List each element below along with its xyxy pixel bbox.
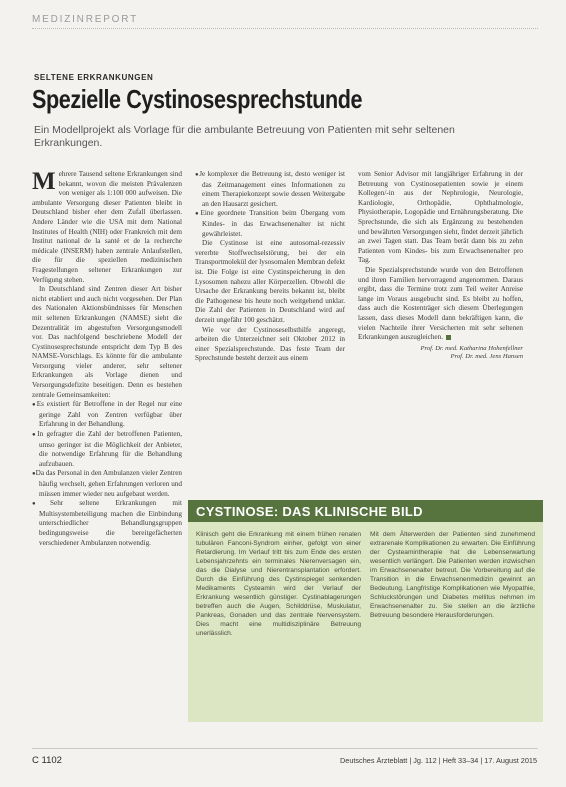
paragraph: Die Cystinose ist eine autosomal-rezessiv vererbte Stoffwechselstörung, bei der ein Transportmolekül der lysosomalen Membran defekt ist. Die Folge ist eine Cystinspeicherung in den Lysosomen nahezu aller Körperzellen. Obwohl die Ursache der Erkrankung bereits bekannt ist, bleibt die Pathogenese bis heute noch weitgehend unklar. Die Zahl der Patienten in Deutschland wird auf derzeit ungefähr 100 geschätzt. [195, 239, 345, 324]
text-column-2 [195, 170, 345, 364]
drop-cap: M [32, 168, 56, 195]
section-rubric: MEDIZINREPORT [32, 14, 138, 25]
author-byline [358, 345, 523, 362]
article-lead: Ein Modellprojekt als Vorlage für die ambulante Betreuung von Patienten mit sehr seltenen Erkrankungen. [34, 124, 455, 149]
article-kicker: SELTENE ERKRANKUNGEN [34, 73, 154, 82]
end-mark [446, 335, 451, 340]
paragraph: vom Senior Advisor mit langjähriger Erfahrung in der Betreuung von Cystinosepatienten sowie je einem Kollegen/-in aus der Nephrologie, Neurologie, Kardiologie, Orthopädie, Ophthalmologie, Physiotherapie, Logopädie und Ernährungsberatung. Die Sprechstunde, die sich als Ergänzung zu bestehenden und bewährten Versorgungen sieht, findet derzeit jährlich an zwei Tagen statt. Das Team berät dann bis zu zehn Patienten vom Kindes- bis zum Erwachsenenalter pro Tag. [358, 170, 523, 265]
author-name: Prof. Dr. med. Katharina Hohenfellner [420, 344, 523, 352]
info-box-title: CYSTINOSE: DAS KLINISCHE BILD [196, 504, 423, 519]
box-paragraph: Klinisch geht die Erkrankung mit einem frühen renalen tubulären Fanconi-Syndrom einher, gefolgt von einer Retardierung. Im Verlauf tritt bis zum Ende des ersten Lebensjahrzehnts ein terminales Nierenversagen ein, das die Dialyse und Nierentransplantation erfordert. Durch die Einführung des Cystinspiegel senkenden Medikaments Cysteamin wird der Verlauf der Erkrankung wesentlich günstiger. Cystinablagerungen betreffen auch die Augen, Schilddrüse, Muskulatur, Pankreas, Gonaden und das zentrale Nervensystem. Dies macht eine multidisziplinäre Betreuung unerlässlich. [196, 531, 361, 637]
article-title: Spezielle Cystinosesprechstunde [32, 84, 363, 114]
rubric-divider [32, 28, 538, 29]
bullet-item: ● In gefragter die Zahl der betroffenen Patienten, umso geringer ist die Möglichkeit der Anbieter, die notwendige Erfahrung für die Behandlung aufzubauen. [32, 430, 182, 469]
box-paragraph: Mit dem Älterwerden der Patienten sind zunehmend extrarenale Komplikationen zu erwarten. Die Einführung der Cysteamintherapie hat die Lebenserwartung wesentlich verlängert. Die Patienten werden inzwischen im Erwachsenenalter betreut. Die Vorbereitung auf die Transition in die Erwachsenenmedizin gewinnt an Bedeutung. Langfristige Komplikationen wie Myopathie, Schluckstörungen und Diabetes mellitus nehmen im Erwachsenenalter zu. Sie stellen an die ärztliche Betreuung besondere Herausforderungen. [370, 531, 535, 619]
info-box-column-2 [370, 530, 535, 620]
author-name: Prof. Dr. med. Jens Hansen [450, 353, 523, 361]
paragraph: Mehrere Tausend seltene Erkrankungen sind bekannt, wovon die meisten Prävalenzen von weniger als 1:100 000 aufweisen. Die ambulante Versorgung dieser Patienten bleibt in Deutschland bisher eher dem Zufall überlassen. Andere Länder wie die USA mit dem National Institutes of Health (NIH) oder Frankreich mit dem Institut national de la santé et de la recherche médicale (INSERM) haben zentrale Anlaufstellen, die für die speziellen medizinischen Fragestellungen seltener Erkrankungen zur Verfügung stehen. [32, 168, 182, 284]
bullet-item: ● Eine geordnete Transition beim Übergang vom Kindes- in das Erwachsenenalter ist nicht gewährleistet. [195, 209, 345, 239]
text-column-1 [32, 170, 182, 548]
footer-divider [32, 748, 538, 749]
bullet-item: ● Es existiert für Betroffene in der Regel nur eine geringe Zahl von Zentren verfügbar über Erfahrung in der Behandlung. [32, 400, 182, 430]
bullet-item: ● Je komplexer die Betreuung ist, desto weniger ist das Zeitmanagement eines Informationen zu einem Therapiekonzept sowie dessen Weitergabe an den Hausarzt gesichert. [195, 170, 345, 209]
paragraph: Die Spezialsprechstunde wurde von den Betroffenen und ihren Familien hervorragend angenommen. Daraus ergibt, dass die Termine trotz zum Teil weiter Anreise lange im Voraus ausgebucht sind. Es bleibt zu hoffen, dass auch die Kostenträger sich diesem Überlegungen lassen, dass dieses Modell dann bekräftigen kann, die vielen Nachteile ihrer Versicherten mit sehr seltenen Erkrankungen auszugleichen. [358, 265, 523, 342]
page-number: C 1102 [32, 755, 62, 766]
bullet-item: ● Da das Personal in den Ambulanzen vieler Zentren häufig wechselt, gehen Erfahrungen verloren und müssen immer wieder neu aufgebaut werden. [32, 469, 182, 499]
paragraph: Wie vor der Cystinoseselbsthilfe angeregt, arbeiten die Unterzeichner seit Oktober 2012 in einer Spezialsprechstunde. Das feste Team der Sprechstunde besteht derzeit aus einem [195, 325, 345, 363]
info-box-column-1 [196, 530, 361, 638]
paragraph: In Deutschland sind Zentren dieser Art bisher nicht etabliert und auch nicht vorgesehen. Der Plan des Nationalen Aktionsbündnisses für Menschen mit seltenen Erkrankungen (NAMSE) sieht die Dezentralität im abgestuften Versorgungsmodell vor. Das nachfolgend beschriebene Modell der Cystinosesprechstunde entspricht dem Typ B des NAMSE-Vorschlags. Es könnte für die ambulante Versorgung vieler anderer, sehr seltener Erkrankungen als Vorlage dienen und Versorgungsdefizite beseitigen. Denn es bestehen zentrale Gemeinsamkeiten: [32, 285, 182, 399]
bullet-item: ● Sehr seltene Erkrankungen mit Multisystembeteiligung machen die Einbindung unterschiedlicher Behandlungsgruppen bedingungsweise die bereitgefächerten verschiedener Ambulanzen notwendig. [32, 499, 182, 548]
publication-info: Deutsches Ärzteblatt | Jg. 112 | Heft 33–34 | 17. August 2015 [340, 756, 538, 765]
text-column-3 [358, 170, 523, 362]
